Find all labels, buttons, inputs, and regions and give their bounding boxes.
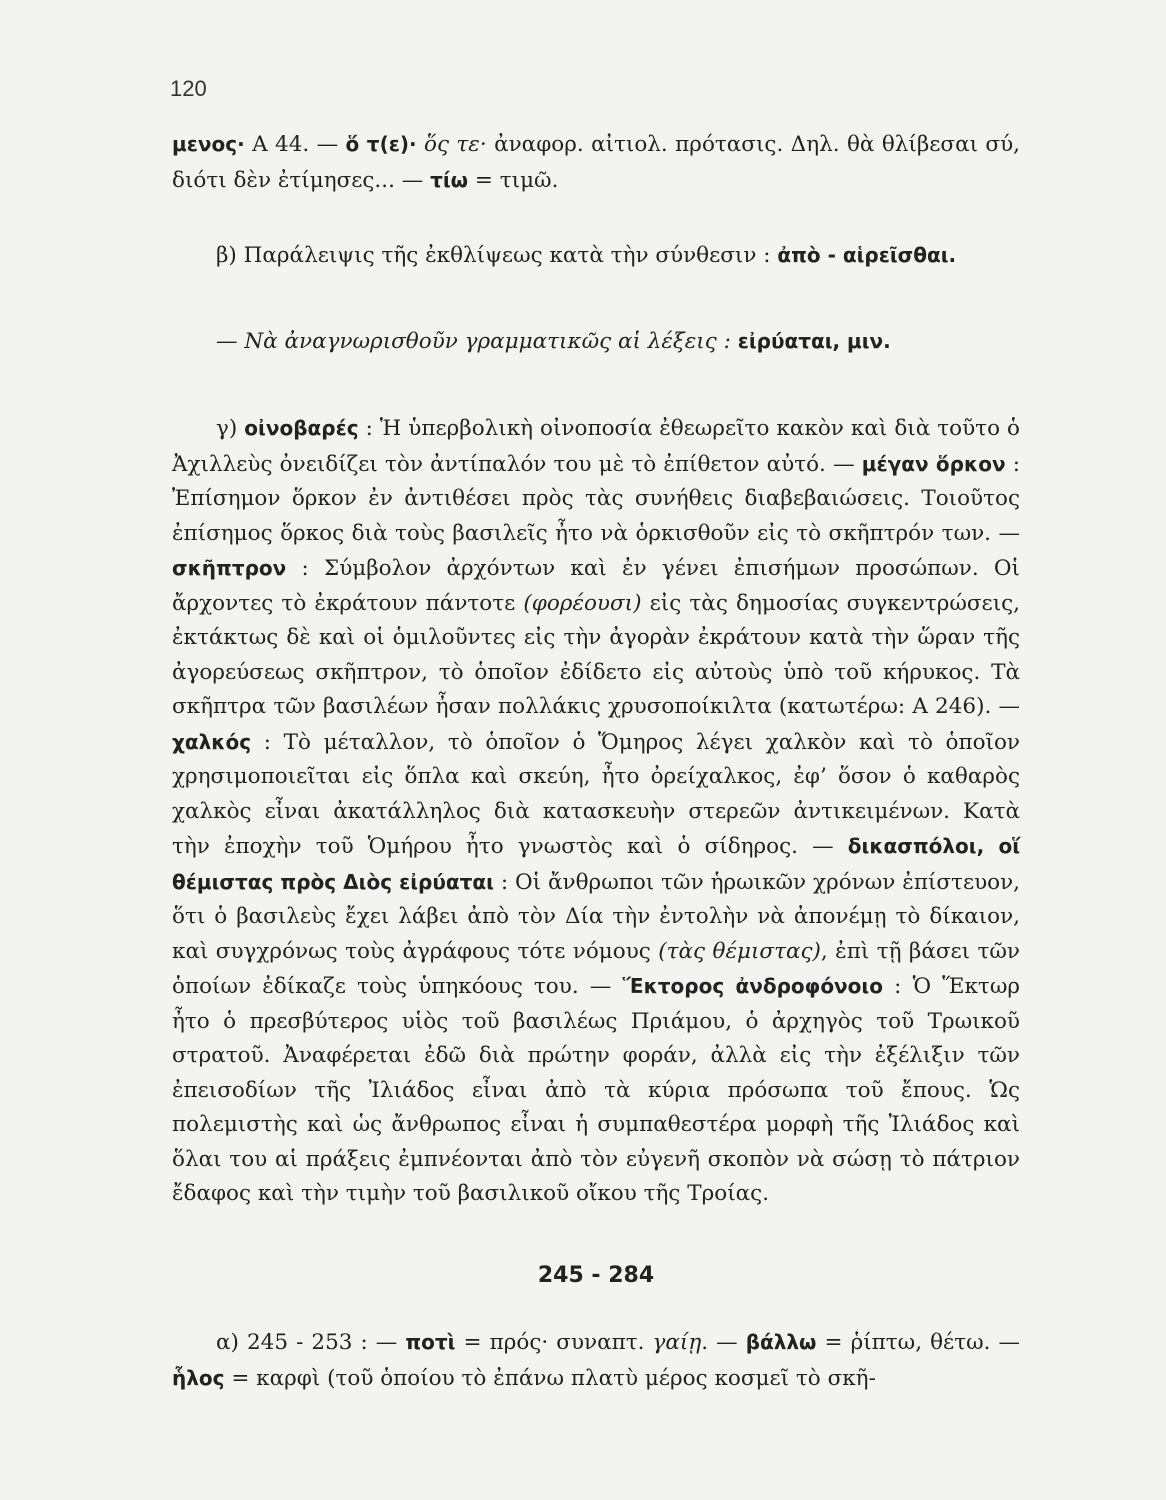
body-text: : Ἐπίσημον ὅρκον ἐν ἀντιθέσει πρὸς τὰς συνήθεις διαβεβαιώσεις. Τοιοῦτος ἐπίσημος ὅρκος διὰ τοὺς βασιλεῖς ἦτο νὰ ὁρκισθοῦν εἰς τὸ σκῆπτρόν των. —	[172, 451, 1021, 546]
italic-text: (τὰς θέμιστας)	[658, 938, 821, 964]
paragraph-5	[172, 1325, 1020, 1396]
body-text: . —	[701, 1330, 746, 1355]
body-text: : Ἡ ὑπερβολικὴ οἰνοποσία ἐθεωρεῖτο κακὸν καὶ διὰ τοῦτο ὁ Ἀχιλλεὺς ὀνειδίζει τὸν ἀντίπαλόν του μὲ τὸ ἐπίθετον αὐτό. —	[172, 416, 1021, 477]
page-number: 120	[170, 76, 207, 101]
headword: χαλκός	[172, 729, 252, 754]
body-text: , ἐπὶ τῇ βάσει τῶν ὁποίων ἐδίκαζε τοὺς ὑπηκόους του. —	[172, 938, 1020, 999]
paragraph-2	[172, 238, 1020, 274]
headword: εἰρύαται, μιν.	[737, 329, 891, 353]
headword: μενος·	[172, 132, 245, 156]
italic-text: ὅς τε·	[424, 132, 487, 157]
italic-text: γαίῃ	[652, 1330, 702, 1355]
headword: ἀπὸ - αἱρεῖσθαι.	[777, 243, 957, 267]
paragraph-3-text	[172, 324, 1020, 360]
paragraph-5-text	[172, 1325, 1020, 1396]
paragraph-4-text	[172, 411, 1020, 1212]
headword: ὅ τ(ε)·	[345, 132, 417, 156]
body-text	[417, 132, 424, 157]
body-text: = ῥίπτω, θέτω. —	[816, 1330, 1021, 1355]
headword: σκῆπτρον	[172, 556, 287, 580]
paragraph-2-text	[172, 238, 1020, 274]
headword: ποτὶ	[405, 1330, 456, 1354]
paragraph-1-text	[172, 127, 1020, 198]
body-text	[731, 329, 738, 354]
body-text: α) 245 - 253 : —	[216, 1330, 406, 1355]
body-text: : Ὁ Ἕκτωρ ἦτο ὁ πρεσβύτερος υἱὸς τοῦ βασιλέως Πριάμου, ὁ ἀρχηγὸς τοῦ Τρωικοῦ στρατοῦ. Ἀναφέρεται ἐδῶ διὰ πρώτην φοράν, ἀλλὰ εἰς τὴν ἐξέλιξιν τῶν ἐπεισοδίων τῆς Ἰλιάδος εἶναι ἀπὸ τὰ κύρια πρόσωπα τοῦ ἔπους. Ὡς πολεμιστὴς καὶ ὡς ἄνθρωπος εἶναι ἡ συμπαθεστέρα μορφὴ τῆς Ἰλιάδος καὶ ὅλαι του αἱ πράξεις ἐμπνέονται ἀπὸ τὸν εὐγενῆ σκοπὸν νὰ σώσῃ τὸ πάτριον ἔδαφος καὶ τὴν τιμὴν τοῦ βασιλικοῦ οἴκου τῆς Τροίας.	[172, 974, 1020, 1206]
paragraph-1	[172, 127, 1020, 198]
headword: ἧλος	[172, 1365, 225, 1390]
headword: βάλλω	[745, 1330, 817, 1354]
headword: Ἕκτορος ἀνδροφόνοιο	[622, 974, 883, 998]
paragraph-4	[172, 411, 1020, 1212]
body-text: = τιμῶ.	[468, 167, 559, 193]
body-text: β) Παράλειψις τῆς ἐκθλίψεως κατὰ τὴν σύνθεσιν :	[216, 243, 778, 268]
body-text: γ)	[216, 416, 245, 441]
body-text: = καρφὶ (τοῦ ὁποίου τὸ ἐπάνω πλατὺ μέρος κοσμεῖ τὸ σκῆ-	[224, 1365, 876, 1391]
body-text: = πρός· συναπτ.	[455, 1330, 653, 1355]
headword: οἰνοβαρές	[244, 416, 359, 440]
body-text: Α 44. —	[244, 132, 346, 157]
body-text: : Σύμβολον ἀρχόντων καὶ ἐν γένει ἐπισήμων προσώπων. Οἱ ἄρχοντες τὸ ἐκράτουν πάντοτε	[172, 556, 1020, 616]
headword: μέγαν ὅρκον	[861, 451, 1006, 476]
italic-text: — Νὰ ἀναγνωρισθοῦν γραμματικῶς αἱ λέξεις :	[216, 329, 731, 354]
section-heading: 245 - 284	[537, 1263, 655, 1288]
paragraph-3	[172, 324, 1020, 360]
body-text: : Τὸ μέταλλον, τὸ ὁποῖον ὁ Ὅμηρος λέγει χαλκὸν καὶ τὸ ὁποῖον χρησιμοποιεῖται εἰς ὅπλα καὶ σκεύη, ἦτο ὀρείχαλκος, ἐφ’ ὅσον ὁ καθαρὸς χαλκὸς εἶναι ἀκατάλληλος διὰ κατασκευὴν στερεῶν ἀντικειμένων. Κατὰ τὴν ἐποχὴν τοῦ Ὁμήρου ἦτο γνωστὸς καὶ ὁ σίδηρος. —	[172, 729, 1020, 859]
headword: τίω	[430, 167, 469, 192]
body-text: ἀναφορ. αἰτιολ. πρότασις. Δηλ. θὰ θλίβεσαι σύ, διότι δὲν ἐτίμησες... —	[172, 132, 1021, 193]
headword: δικασπόλοι, οἵ θέμιστας πρὸς Διὸς εἰρύαται	[172, 834, 1020, 894]
body-text: : Οἱ ἄνθρωποι τῶν ἡρωικῶν χρόνων ἐπίστευον, ὅτι ὁ βασιλεὺς ἔχει λάβει ἀπὸ τὸν Δία τὴν ἐντολὴν νὰ ἀπονέμῃ τὸ δίκαιον, καὶ συγχρόνως τοὺς ἀγράφους τότε νόμους	[172, 869, 1021, 964]
italic-text: (φορέουσι)	[523, 590, 642, 616]
body-text: εἰς τὰς δημοσίας συγκεντρώσεις, ἐκτάκτως δὲ καὶ οἱ ὁμιλοῦντες εἰς τὴν ἀγορὰν ἐκράτουν κατὰ τὴν ὥραν τῆς ἀγορεύσεως σκῆπτρον, τὸ ὁποῖον ἐδίδετο εἰς αὐτοὺς ὑπὸ τοῦ κήρυκος. Τὰ σκῆπτρα τῶν βασιλέων ἦσαν πολλάκις χρυσοποίκιλτα (κατωτέρω: Α 246). —	[172, 590, 1020, 719]
